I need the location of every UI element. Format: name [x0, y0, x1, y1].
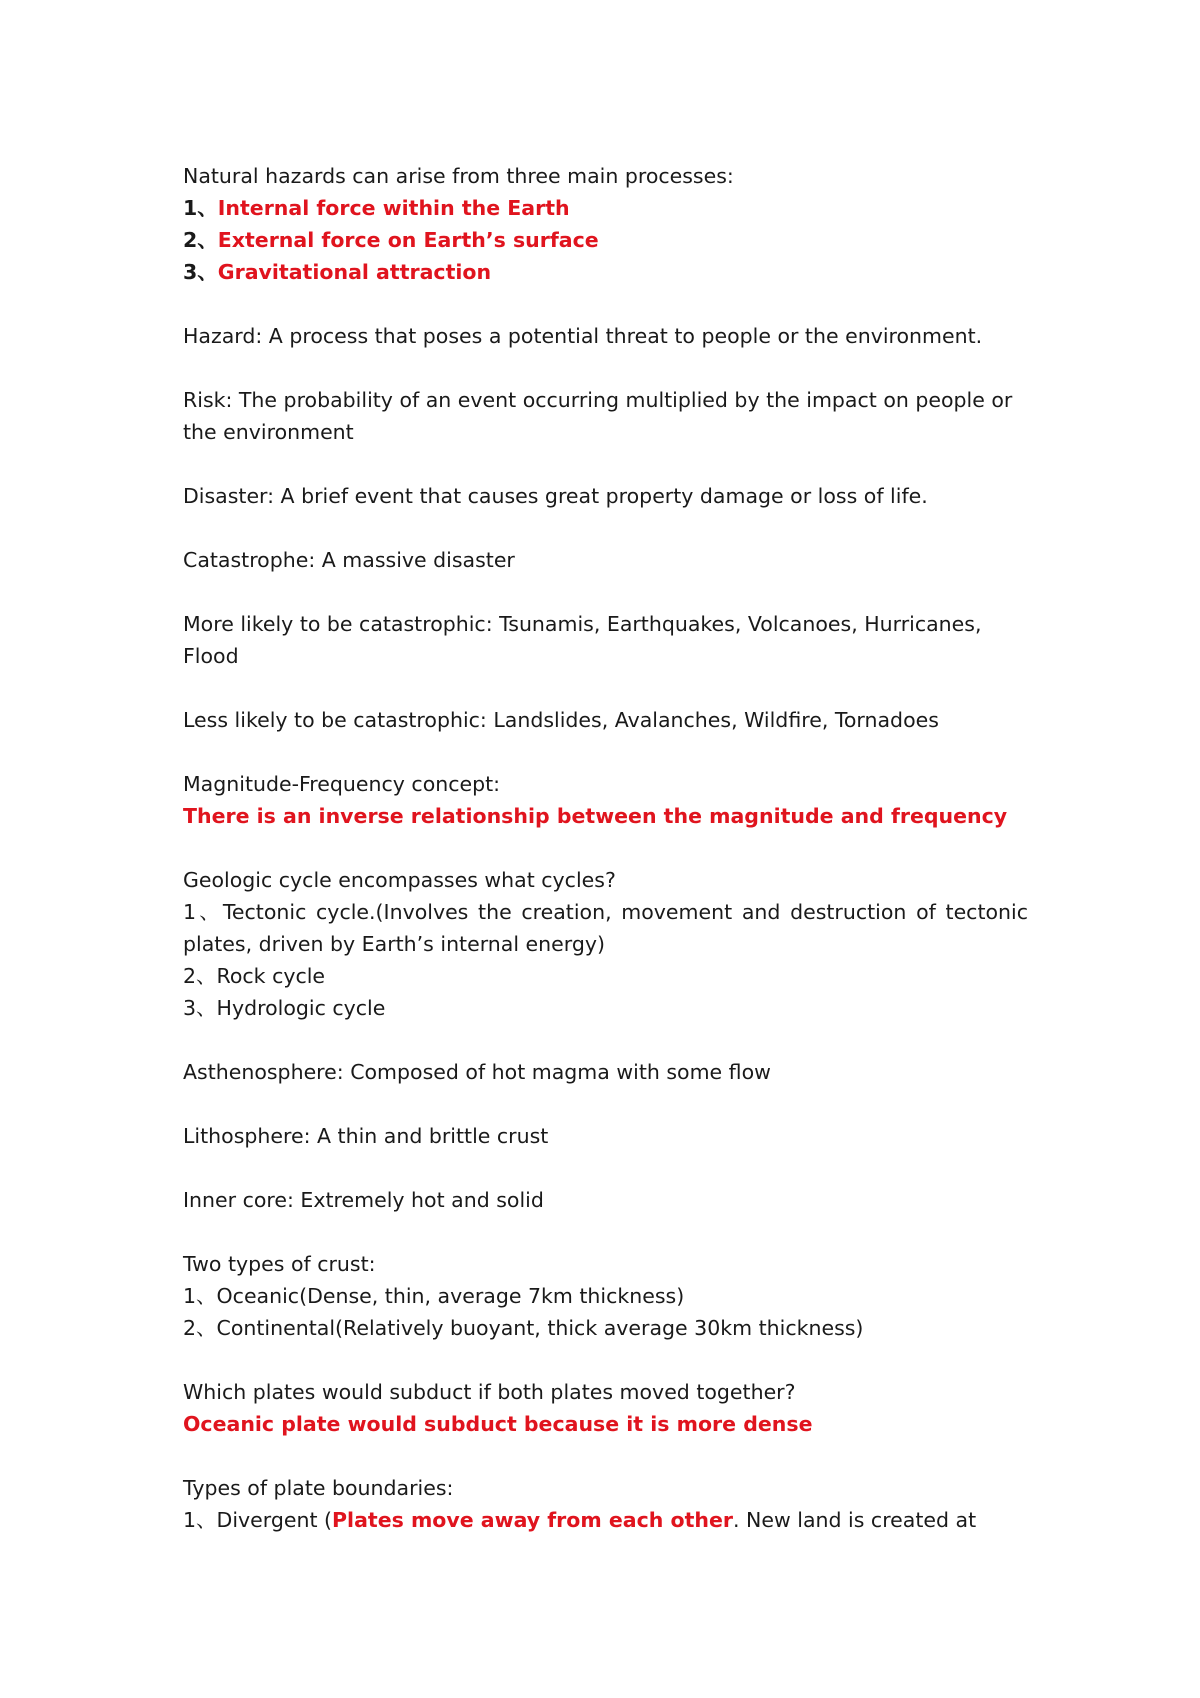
crust-item-1: 1、Oceanic(Dense, thin, average 7km thickness): [183, 1284, 685, 1308]
lithosphere-definition: Lithosphere: A thin and brittle crust: [183, 1124, 549, 1148]
boundary-prefix: 1、Divergent (: [183, 1508, 333, 1532]
spacer: [183, 576, 1028, 608]
process-item-2: [183, 224, 1028, 256]
document-body: [183, 160, 1028, 1536]
process-text: Internal force within the Earth: [217, 196, 570, 220]
less-likely-list: Less likely to be catastrophic: Landslides, Avalanches, Wildfire, Tornadoes: [183, 708, 939, 732]
spacer: [183, 448, 1028, 480]
geologic-cycle-item-1: 1、Tectonic cycle.(Involves the creation, movement and destruction of tectonic plates, driven by Earth’s internal energy): [183, 900, 1028, 956]
spacer: [183, 1440, 1028, 1472]
spacer: [183, 1216, 1028, 1248]
risk-definition: Risk: The probability of an event occurring multiplied by the impact on people or the environment: [183, 388, 1013, 444]
process-text: External force on Earth’s surface: [217, 228, 599, 252]
asthenosphere-definition: Asthenosphere: Composed of hot magma with some flow: [183, 1060, 771, 1084]
spacer: [183, 832, 1028, 864]
crust-heading: Two types of crust:: [183, 1252, 376, 1276]
boundary-suffix: . New land is created at: [733, 1508, 977, 1532]
boundary-highlight: Plates move away from each other: [332, 1508, 733, 1532]
spacer: [183, 672, 1028, 704]
process-item-1: [183, 192, 1028, 224]
more-likely-list: More likely to be catastrophic: Tsunamis, Earthquakes, Volcanoes, Hurricanes, Flood: [183, 612, 982, 668]
process-number: 3、: [183, 260, 218, 284]
subduct-question: Which plates would subduct if both plates moved together?: [183, 1380, 796, 1404]
spacer: [183, 1024, 1028, 1056]
process-number: 1、: [183, 196, 218, 220]
hazard-definition: Hazard: A process that poses a potential threat to people or the environment.: [183, 324, 983, 348]
spacer: [183, 736, 1028, 768]
magnitude-answer: There is an inverse relationship between the magnitude and frequency: [183, 804, 1008, 828]
geologic-heading: Geologic cycle encompasses what cycles?: [183, 868, 616, 892]
geologic-cycle-item-3: 3、Hydrologic cycle: [183, 996, 386, 1020]
crust-item-2: 2、Continental(Relatively buoyant, thick average 30km thickness): [183, 1316, 864, 1340]
spacer: [183, 1088, 1028, 1120]
process-text: Gravitational attraction: [217, 260, 492, 284]
process-item-3: [183, 256, 1028, 288]
spacer: [183, 288, 1028, 320]
spacer: [183, 1344, 1028, 1376]
catastrophe-definition: Catastrophe: A massive disaster: [183, 548, 515, 572]
intro-text: Natural hazards can arise from three main processes:: [183, 164, 734, 188]
spacer: [183, 512, 1028, 544]
magnitude-heading: Magnitude-Frequency concept:: [183, 772, 501, 796]
spacer: [183, 352, 1028, 384]
disaster-definition: Disaster: A brief event that causes great property damage or loss of life.: [183, 484, 928, 508]
boundaries-heading: Types of plate boundaries:: [183, 1476, 454, 1500]
process-number: 2、: [183, 228, 218, 252]
geologic-cycle-item-2: 2、Rock cycle: [183, 964, 326, 988]
subduct-answer: Oceanic plate would subduct because it is more dense: [183, 1412, 813, 1436]
boundary-item-1: [183, 1504, 1028, 1536]
spacer: [183, 1152, 1028, 1184]
inner-core-definition: Inner core: Extremely hot and solid: [183, 1188, 544, 1212]
